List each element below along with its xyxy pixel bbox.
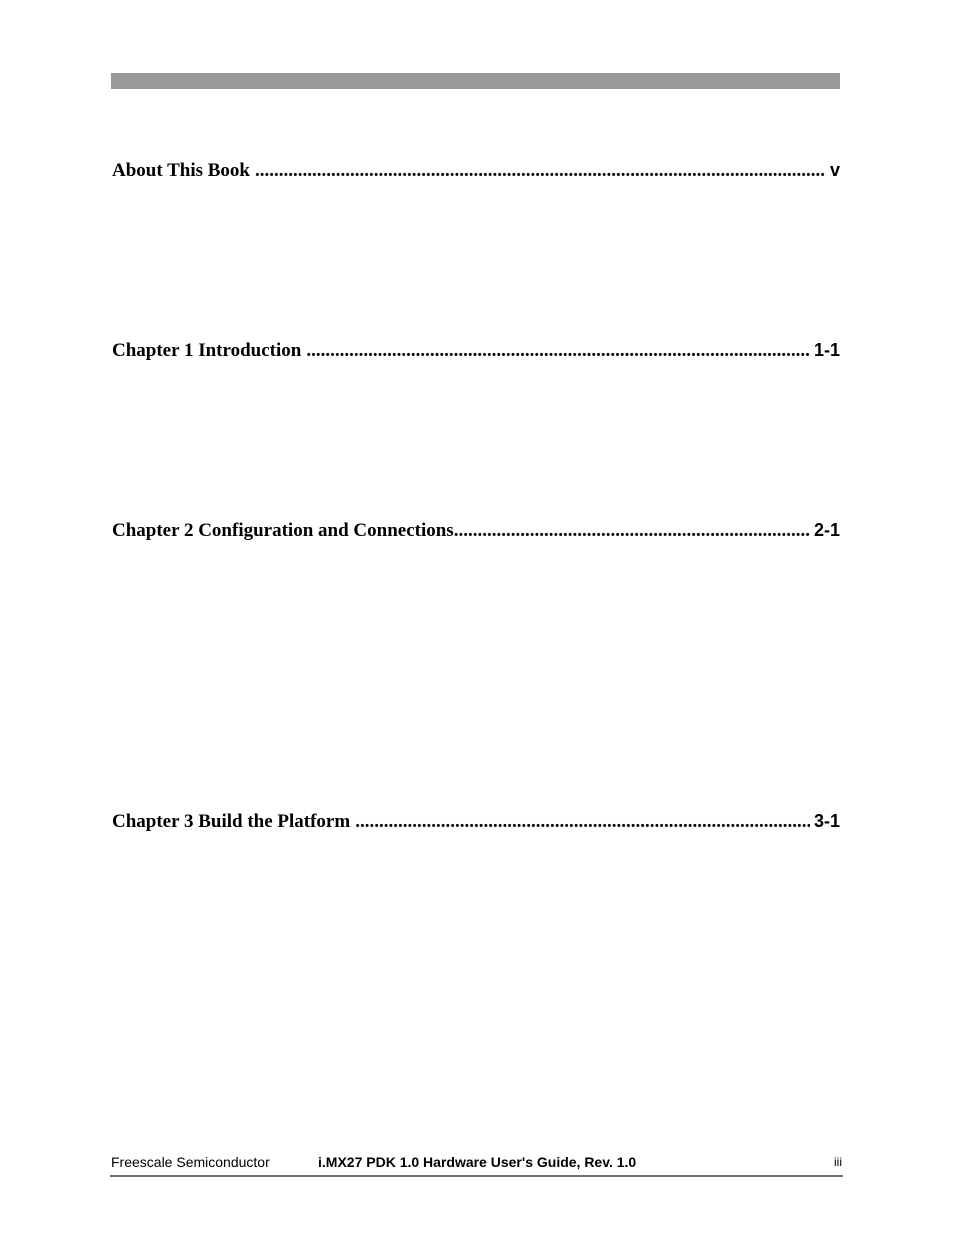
toc-entry-chapter-1[interactable] — [112, 340, 840, 364]
toc-entry-about[interactable] — [112, 160, 840, 184]
toc-entry-page: 2-1 — [813, 520, 840, 540]
header-bar — [111, 73, 840, 89]
toc-entry-chapter-2[interactable] — [112, 520, 840, 544]
footer-document-title: i.MX27 PDK 1.0 Hardware User's Guide, Rev. 1.0 — [318, 1154, 637, 1170]
footer-page-number: iii — [834, 1155, 842, 1169]
footer-rule — [110, 1175, 843, 1177]
toc-dot-leader — [306, 340, 810, 362]
toc-dot-leader — [355, 811, 810, 833]
toc-entry-title: About This Book — [112, 160, 250, 181]
toc-entry-page: 1-1 — [813, 340, 840, 360]
toc-entry-page: 3-1 — [813, 811, 840, 831]
toc-entry-title: Chapter 2 Configuration and Connections — [112, 520, 454, 541]
toc-entry-title: Chapter 3 Build the Platform — [112, 811, 351, 832]
toc-entry-title: Chapter 1 Introduction — [112, 340, 302, 361]
toc-dot-leader — [454, 520, 810, 542]
footer-company: Freescale Semiconductor — [111, 1154, 270, 1170]
page-footer — [111, 1154, 842, 1172]
toc-dot-leader — [255, 160, 826, 182]
toc-entry-page: v — [829, 160, 840, 180]
toc-entry-chapter-3[interactable] — [112, 811, 840, 835]
